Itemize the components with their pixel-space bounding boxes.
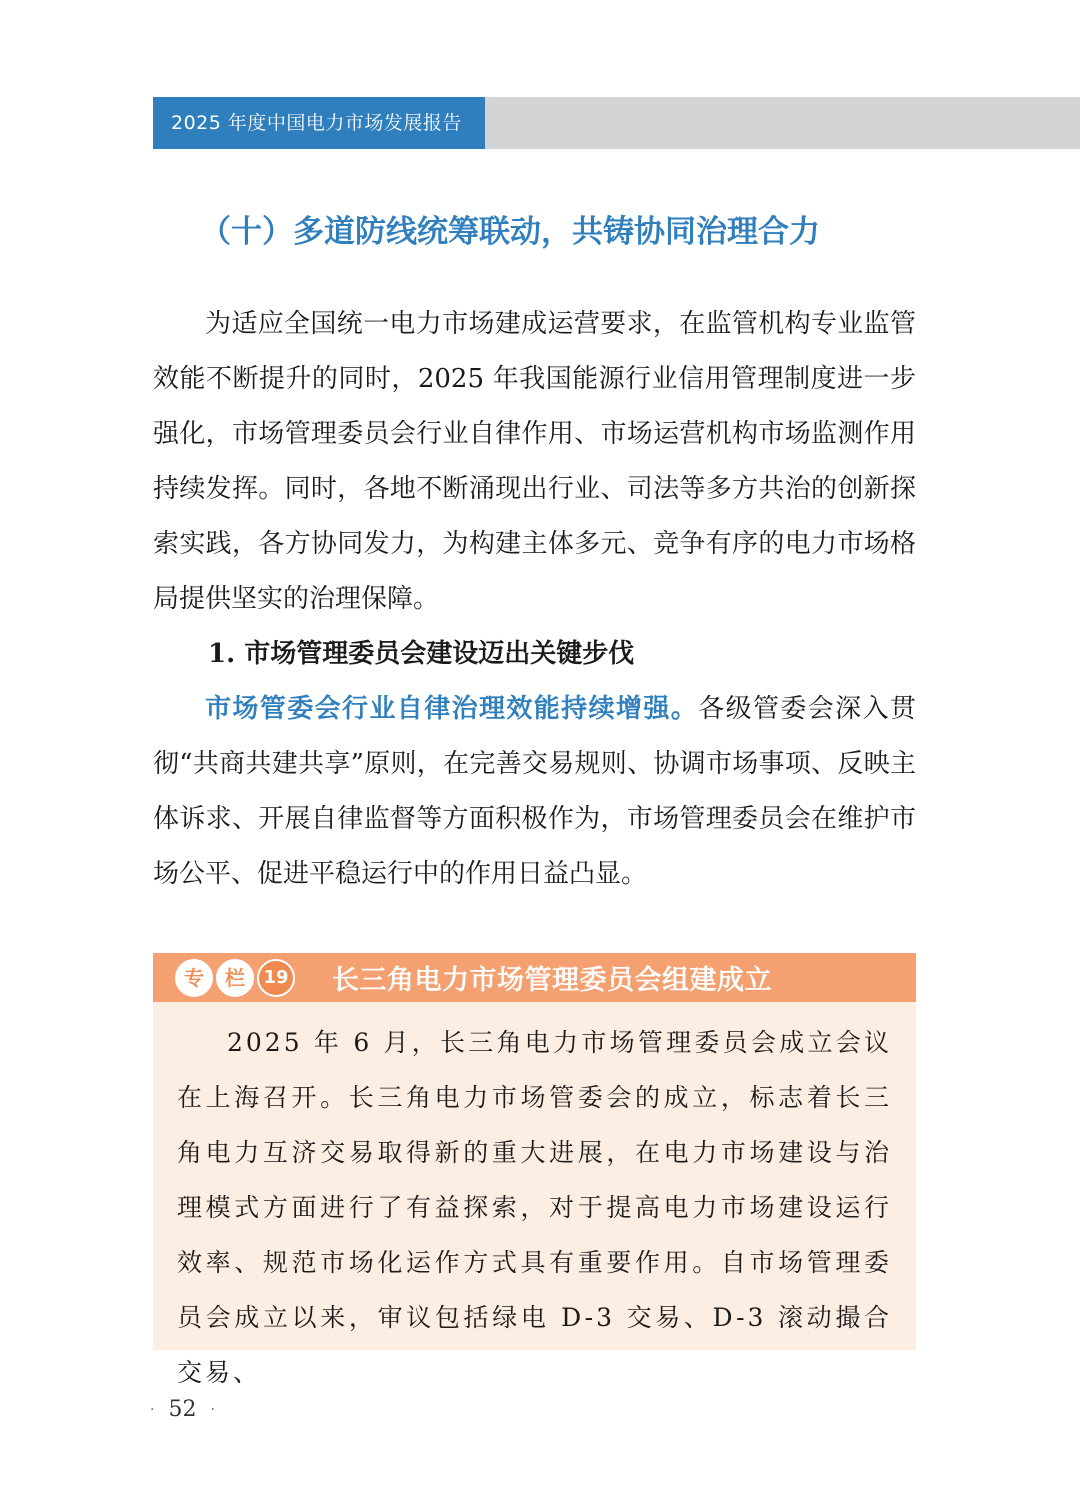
page-number <box>150 1397 230 1422</box>
paragraph-committee <box>153 682 916 902</box>
section-title: （十）多道防线统筹联动，共铸协同治理合力 <box>200 214 820 250</box>
column-box <box>153 953 916 1387</box>
paragraph-highlight: 市场管委会行业自律治理效能持续增强。 <box>205 694 699 724</box>
running-header-bar <box>485 97 1080 149</box>
column-badge-icon: 栏 <box>216 959 254 997</box>
running-header-text: 2025 年度中国电力市场发展报告 <box>171 112 462 134</box>
column-badge-icon: 专 <box>175 959 213 997</box>
column-box-text: 2025 年 6 月，长三角电力市场管理委员会成立会议在上海召开。长三角电力市场管委会的成立，标志着长三角电力互济交易取得新的重大进展，在电力市场建设与治理模式方面进行了有益探索，对于提高电力市场建设运行效率、规范市场化运作方式具有重要作用。自市场管理委员会成立以来，审议包括绿电 D-3 交易、D-3 滚动撮合交易、 <box>177 1028 892 1387</box>
column-number-badge: 19 <box>257 959 295 997</box>
subheading-text: 1. 市场管理委员会建设迈出关键步伐 <box>208 639 635 669</box>
paragraph-body: 各级管委会深入贯彻“共商共建共享”原则，在完善交易规则、协调市场事项、反映主体诉求、开展自律监督等方面积极作为，市场管理委员会在维护市场公平、促进平稳运行中的作用日益凸显。 <box>153 694 916 889</box>
column-box-title: 长三角电力市场管理委员会组建成立 <box>332 965 772 996</box>
running-header-title <box>153 97 485 149</box>
page-dot: · <box>210 1402 215 1418</box>
subheading <box>153 627 916 682</box>
column-box-header <box>153 953 916 1002</box>
page-dot: · <box>150 1402 155 1418</box>
paragraph-intro: 为适应全国统一电力市场建成运营要求，在监管机构专业监管效能不断提升的同时，2025 年我国能源行业信用管理制度进一步强化，市场管理委员会行业自律作用、市场运营机构市场监测作用持续发挥。同时，各地不断涌现出行业、司法等多方共治的创新探索实践，各方协同发力，为构建主体多元、竞争有序的电力市场格局提供坚实的治理保障。 <box>153 309 916 614</box>
page-number-text: 52 <box>168 1397 197 1422</box>
column-badges <box>175 959 298 997</box>
